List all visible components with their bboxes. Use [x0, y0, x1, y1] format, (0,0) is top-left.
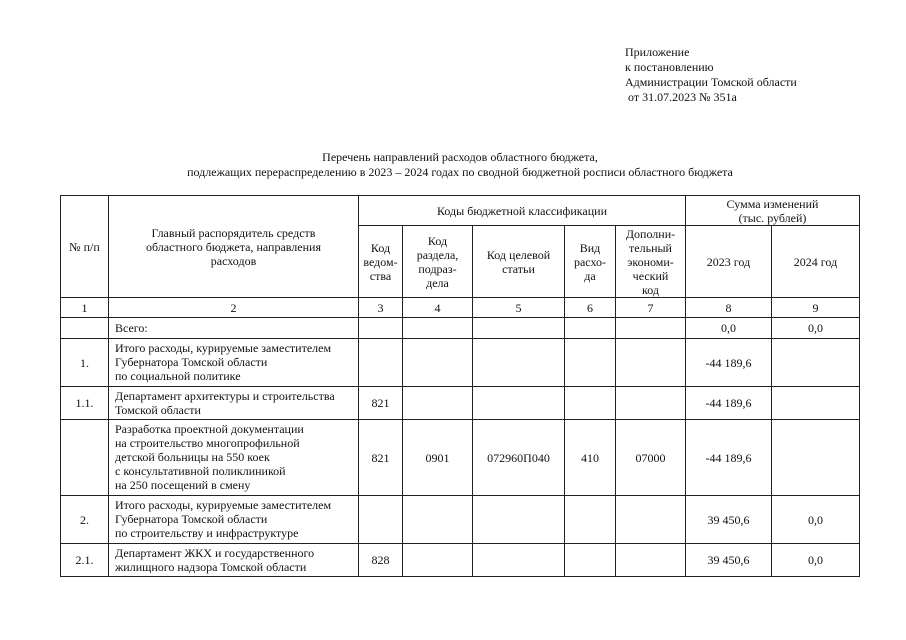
row-code-vedom: 821 [359, 420, 403, 496]
header-name: Главный распорядитель средств областного бюджета, направления расходов [109, 196, 359, 298]
row-sum-2023: 0,0 [686, 318, 772, 339]
row-code-target [473, 339, 565, 387]
row-code-razdel [403, 544, 473, 577]
row-code-target: 072960П040 [473, 420, 565, 496]
table-row [61, 387, 860, 420]
col-number: 6 [565, 298, 616, 318]
row-name: Департамент архитектуры и строительства Томской области [109, 387, 359, 420]
row-code-vid [565, 496, 616, 544]
row-code-target [473, 387, 565, 420]
header-code-vid: Вид расхо- да [565, 226, 616, 298]
title-line-2: подлежащих перераспределению в 2023 – 2024 годах по сводной бюджетной росписи областного бюджета [187, 165, 733, 179]
row-code-vid: 410 [565, 420, 616, 496]
appendix-line: к постановлению [625, 60, 714, 74]
row-code-razdel [403, 496, 473, 544]
row-name: Всего: [109, 318, 359, 339]
table-row [61, 318, 860, 339]
row-code-vid [565, 339, 616, 387]
row-sum-2023: -44 189,6 [686, 387, 772, 420]
row-code-vid [565, 318, 616, 339]
appendix-block [625, 45, 797, 105]
row-sum-2023: 39 450,6 [686, 496, 772, 544]
row-num: 2. [61, 496, 109, 544]
header-year-2024: 2024 год [772, 226, 860, 298]
row-sum-2024: 0,0 [772, 318, 860, 339]
row-sum-2023: -44 189,6 [686, 420, 772, 496]
row-code-vid [565, 544, 616, 577]
col-number: 9 [772, 298, 860, 318]
row-code-extra [616, 318, 686, 339]
row-code-vedom [359, 318, 403, 339]
col-number: 2 [109, 298, 359, 318]
header-year-2023: 2023 год [686, 226, 772, 298]
row-sum-2023: 39 450,6 [686, 544, 772, 577]
row-sum-2024: 0,0 [772, 544, 860, 577]
appendix-line: Приложение [625, 45, 690, 59]
appendix-line: от 31.07.2023 № 351а [625, 90, 737, 104]
col-number: 5 [473, 298, 565, 318]
col-number: 3 [359, 298, 403, 318]
row-code-razdel [403, 387, 473, 420]
row-name: Итого расходы, курируемые заместителем Губернатора Томской области по строительству и инфраструктуре [109, 496, 359, 544]
col-number: 7 [616, 298, 686, 318]
row-sum-2024: 0,0 [772, 496, 860, 544]
row-code-target [473, 318, 565, 339]
row-num: 1.1. [61, 387, 109, 420]
row-code-vid [565, 387, 616, 420]
col-number: 8 [686, 298, 772, 318]
row-code-vedom [359, 339, 403, 387]
row-code-vedom: 828 [359, 544, 403, 577]
column-number-row [61, 298, 860, 318]
row-code-extra: 07000 [616, 420, 686, 496]
row-code-extra [616, 496, 686, 544]
table-row [61, 496, 860, 544]
header-code-razdel: Код раздела, подраз- дела [403, 226, 473, 298]
header-code-vedom: Код ведом- ства [359, 226, 403, 298]
row-sum-2024 [772, 387, 860, 420]
header-num: № п/п [61, 196, 109, 298]
table-row [61, 544, 860, 577]
row-sum-2024 [772, 339, 860, 387]
title-line-1: Перечень направлений расходов областного бюджета, [322, 150, 598, 164]
row-name: Итого расходы, курируемые заместителем Губернатора Томской области по социальной политике [109, 339, 359, 387]
appendix-line: Администрации Томской области [625, 75, 797, 89]
row-code-razdel: 0901 [403, 420, 473, 496]
row-num: 2.1. [61, 544, 109, 577]
budget-table [60, 195, 860, 577]
header-code-target: Код целевой статьи [473, 226, 565, 298]
row-code-razdel [403, 318, 473, 339]
row-code-vedom [359, 496, 403, 544]
row-code-extra [616, 387, 686, 420]
header-codes-group: Коды бюджетной классификации [359, 196, 686, 226]
col-number: 1 [61, 298, 109, 318]
row-sum-2023: -44 189,6 [686, 339, 772, 387]
table-row [61, 420, 860, 496]
header-code-extra: Дополни- тельный экономи- ческий код [616, 226, 686, 298]
row-code-vedom: 821 [359, 387, 403, 420]
row-num: 1. [61, 339, 109, 387]
row-code-extra [616, 544, 686, 577]
row-name: Разработка проектной документации на строительство многопрофильной детской больницы на 550 коек с консультативной поликлиникой на 250 посещений в смену [109, 420, 359, 496]
col-number: 4 [403, 298, 473, 318]
row-name: Департамент ЖКХ и государственного жилищного надзора Томской области [109, 544, 359, 577]
table-header [61, 196, 860, 318]
table-body [61, 318, 860, 577]
row-code-target [473, 544, 565, 577]
document-title [60, 150, 860, 180]
header-sum-group: Сумма изменений (тыс. рублей) [686, 196, 860, 226]
row-code-razdel [403, 339, 473, 387]
table-row [61, 339, 860, 387]
row-code-extra [616, 339, 686, 387]
row-code-target [473, 496, 565, 544]
row-num [61, 318, 109, 339]
row-num [61, 420, 109, 496]
row-sum-2024 [772, 420, 860, 496]
